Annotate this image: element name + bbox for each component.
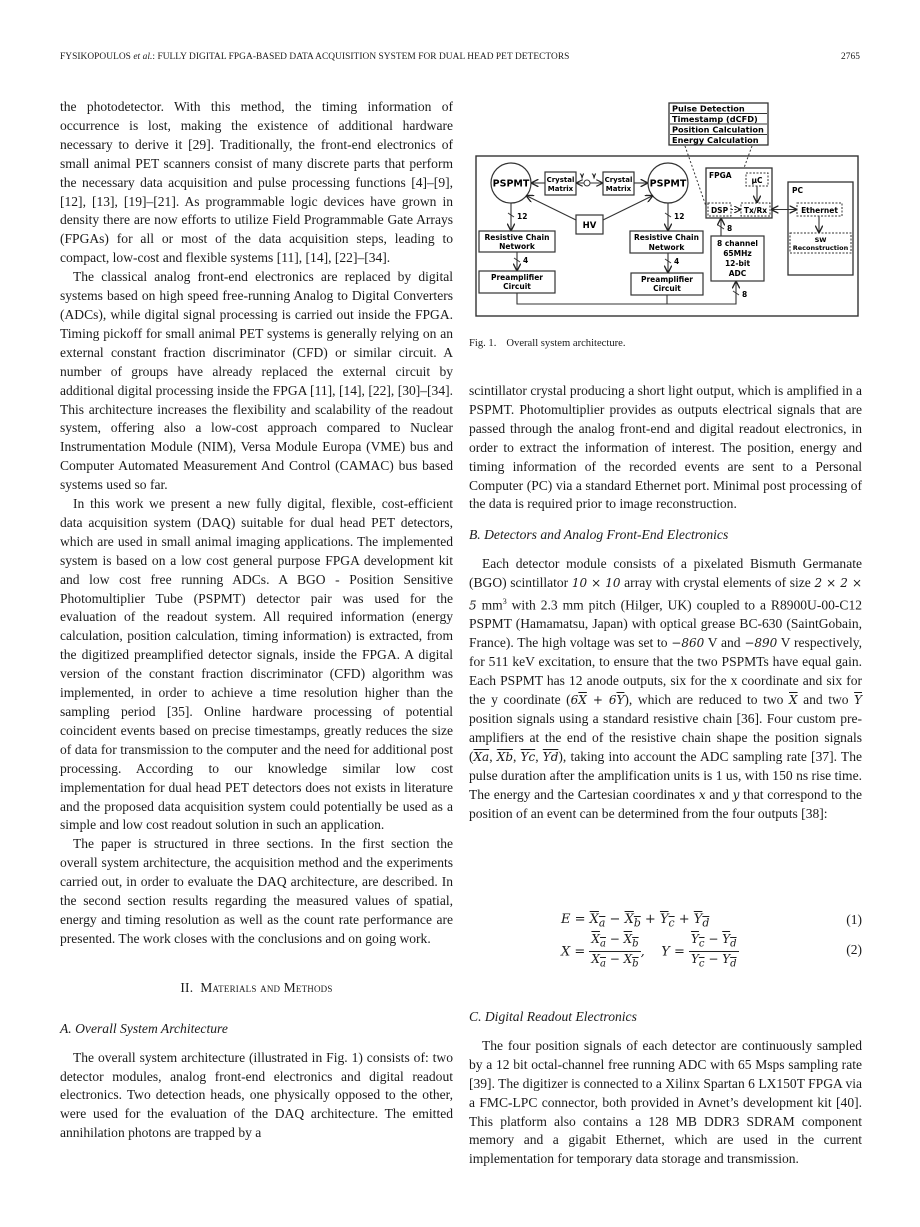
svg-text:γ: γ <box>591 171 597 179</box>
section-heading: II. Materials and Methods <box>180 979 333 995</box>
preamplifier-left <box>479 271 555 293</box>
right-column-lower <box>469 1008 862 1169</box>
paragraph: The four position signals of each detector are continuously sampled by a 12 bit octal-channel free running ADC with 65 Msps sampling rate [39]. The digitizer is connected to a Xilinx Spartan 6 LX150T FPGA via a FMC-LPC connector, both provided in Avnet’s development kit [40]. This platform also contains a 128 MB DDR3 SDRAM component memory and a gigabit Ethernet, which are used in the current implementation for temporary data storage and transmission. <box>469 1037 862 1167</box>
equation-1 <box>469 912 862 934</box>
svg-text:12: 12 <box>674 212 685 221</box>
fpga-block <box>706 168 772 218</box>
svg-text:PSPMT: PSPMT <box>649 178 687 190</box>
svg-text:4: 4 <box>674 257 680 266</box>
svg-text:SW: SW <box>814 236 827 244</box>
preamplifier-right <box>631 273 703 295</box>
svg-text:Resistive Chain: Resistive Chain <box>634 233 699 242</box>
svg-text:Matrix: Matrix <box>547 185 574 193</box>
svg-text:FPGA: FPGA <box>709 171 732 180</box>
svg-text:Position Calculation: Position Calculation <box>672 124 764 135</box>
svg-text:PC: PC <box>792 186 804 195</box>
crystal-matrix-right <box>603 172 634 195</box>
svg-text:DSP: DSP <box>710 206 729 215</box>
subsection-heading-a: A. Overall System Architecture <box>60 1020 228 1036</box>
svg-text:Tx/Rx: Tx/Rx <box>743 206 768 215</box>
svg-text:HV: HV <box>582 221 597 231</box>
architecture-diagram <box>469 98 862 328</box>
dsp-function-list <box>669 103 768 145</box>
svg-text:γ: γ <box>579 171 585 179</box>
right-column-upper <box>469 382 862 823</box>
paragraph: the photodetector. With this method, the timing information of occurrence is lost, making the existence of additional hardware necessary to derive it [29]. Traditionally, the front-end electronics of small animal PET scanners consist of many discrete parts that perform the necessary data acquisition and pulse processing functions [4]–[9], [12], [13], [19]–[21]. As programmable logic devices have grown in density there are now efforts to utilize Field Programmable Gate Arrays (FPGAs) for all or most of the data acquisition steps, leading to compact, low-cost and flexible systems [11], [14], [22]–[34]. <box>60 99 453 266</box>
paragraph: The paper is structured in three sections. In the first section the overall system architecture, the acquisition method and the experiments carried out, in order to evaluate the DAQ architecture, are described. In the second section results regarding the measured values of spatial, energy and timing resolution as well as the count rate performance are presented. The work closes with the conclusions and on going work. <box>60 836 453 946</box>
svg-text:Crystal: Crystal <box>604 176 633 184</box>
page-number: 2765 <box>841 52 860 62</box>
svg-text:Pulse Detection: Pulse Detection <box>672 103 745 114</box>
pc-block <box>788 182 853 275</box>
svg-text:PSPMT: PSPMT <box>492 178 530 190</box>
equation-1-body: $E = X_a - X_b + Y_c + Y_d$ <box>561 912 710 930</box>
svg-text:Preamplifier: Preamplifier <box>490 273 544 282</box>
svg-text:8: 8 <box>742 290 748 299</box>
svg-text:Preamplifier: Preamplifier <box>640 275 694 284</box>
svg-text:8: 8 <box>727 224 733 233</box>
equations <box>469 912 862 970</box>
svg-text:Circuit: Circuit <box>653 284 681 293</box>
svg-text:Energy Calculation: Energy Calculation <box>672 135 759 145</box>
svg-text:Resistive Chain: Resistive Chain <box>484 233 550 242</box>
paragraph: In this work we present a new fully digital, flexible, cost-efficient data acquisition system (DAQ) suitable for dual head PET detectors, which are used in small animal imaging applications. The implemented system is based on a low cost general purpose FPGA development kit and low cost free running ADCs. A BGO - Position Sensitive Photomultiplier Tube (PSPMT) detector pair was used for the evaluation of the readout system. All required information (energy calculation, position calculation, timing information) is extracted, from the digitized preamplified detector signals, inside the FPGA. A digital version of the constant fraction discriminator (CFD) algorithm was implemented, in order to achieve a time resolution higher than the sampling period [35]. Online hardware processing of potential coincident events based on precise timestamps, greatly reduces the size of data for transmission to the computer and the need for additional post processing. According to our knowledge similar low cost implementation for dual head PET detectors does not exists in literature and the proposed data acquisition system could potentially be used as a simple and low cost readout solution in such an application. <box>60 496 453 833</box>
svg-text:4: 4 <box>523 256 529 265</box>
paragraph: The overall system architecture (illustrated in Fig. 1) consists of: two detector modules, analog front-end electronics and digital readout electronics. Two detection heads, one physically opposed to the other, were used for the evaluation of the DAQ architecture. The emitted annihilation photons are trapped by a <box>60 1049 453 1141</box>
left-column <box>60 98 453 1143</box>
subsection-heading-b: B. Detectors and Analog Front-End Electronics <box>469 527 729 543</box>
paragraph-detectors: Each detector module consists of a pixelated Bismuth Germanate (BGO) scintillator 10 × 10 array with crystal elements of size 2 × 2 × 5 $mm^3$ with 2.3 mm pitch (Hilger, UK) coupled to a R8900U-00-C12 PSPMT (Hamamatsu, Japan) with optical grease BC-630 (SaintGobain, France). The high voltage was set to −860 V and −890 V respectively, for 511 keV excitation, to ensure that the two PSPMTs have equal gain. Each PSPMT has 12 anode outputs, six for the x coordinate and six for the y coordinate $(6\overline{X} + 6\overline{Y})$, which are reduced to two $\overline{X}$ and two $\overline{Y}$ position signals using a standard resistive chain [36]. Four custom pre-amplifiers at the end of the resistive chain shape the position signals ($\overline{Xa}$, $\overline{Xb}$, $\overline{Yc}$, $\overline{Yd}$), taking into account the ADC sampling rate [37]. The pulse duration after the amplification units is 1 us, with 150 ns rise time. The energy and the Cartesian coordinates x and y that correspond to the position of an event can be determined from the four outputs [38]: <box>469 556 862 821</box>
figure-caption: Fig. 1. Overall system architecture. <box>469 338 626 349</box>
crystal-matrix-left <box>545 172 576 195</box>
svg-text:Timestamp (dCFD): Timestamp (dCFD) <box>672 114 758 124</box>
running-header <box>60 52 860 66</box>
svg-text:8 channel: 8 channel <box>716 239 759 248</box>
figure-1-system-architecture <box>469 98 862 358</box>
equation-2 <box>469 934 862 970</box>
svg-text:μC: μC <box>751 176 763 185</box>
subsection-heading-c: C. Digital Readout Electronics <box>469 1009 637 1024</box>
svg-text:Circuit: Circuit <box>503 282 531 291</box>
resistive-chain-right <box>630 231 703 253</box>
svg-text:Matrix: Matrix <box>605 185 632 193</box>
running-title: FYSIKOPOULOS et al.: FULLY DIGITAL FPGA-BASED DATA ACQUISITION SYSTEM FOR DUAL HEAD PET DETECTORS <box>60 52 570 62</box>
svg-text:12: 12 <box>517 212 528 221</box>
pspmt-right <box>648 163 688 203</box>
equation-2-body: X = $\frac{X_a - X_b}{X_a - X_b}$ , Y = $\frac{Y_c - Y_d}{Y_c - Y_d}$ <box>561 932 737 970</box>
svg-text:12-bit: 12-bit <box>724 259 751 268</box>
resistive-chain-left <box>479 231 555 252</box>
svg-text:Network: Network <box>648 243 685 252</box>
svg-text:65MHz: 65MHz <box>723 249 752 258</box>
svg-text:Crystal: Crystal <box>546 176 575 184</box>
hv-block <box>576 215 603 234</box>
svg-text:ADC: ADC <box>728 269 747 278</box>
adc-block <box>711 236 764 281</box>
svg-text:Ethernet: Ethernet <box>801 206 838 215</box>
svg-text:Reconstruction: Reconstruction <box>792 244 849 252</box>
paragraph: scintillator crystal producing a short light output, which is amplified in a PSPMT. Photomultiplier provides as outputs electrical signals that are passed through the analog front-end and digital readout electronics, in order to extract the information of interest. The position, energy and timing information of the recorded events are sent to a Personal Computer (PC) via a standard Ethernet port. Minimal post processing of the data is required prior to image reconstruction. <box>469 383 862 512</box>
paragraph: The classical analog front-end electronics are replaced by digital systems based on high speed free-running Analog to Digital Converters (ADCs), while digital signal processing is carried out inside the FPGA. Timing pickoff for small animal PET systems is generally relying on an external constant fraction discriminator (CFD) or similar circuit. A number of groups have already replaced the external circuit by additional digital processing inside the FPGA [11], [14], [22], [30]–[34]. This architecture increases the flexibility and scalability of the readout system, offering also a low-cost approach compared to Nuclear Instrumentation Module (NIM), Versa Module Europa (VME) bus and Computer Automated Measurement And Control (CAMAC) bus based systems used so far. <box>60 269 453 493</box>
pspmt-left <box>491 163 531 203</box>
equation-2-number: (2) <box>846 942 862 957</box>
equation-1-number: (1) <box>846 912 862 927</box>
svg-text:Network: Network <box>499 242 535 251</box>
